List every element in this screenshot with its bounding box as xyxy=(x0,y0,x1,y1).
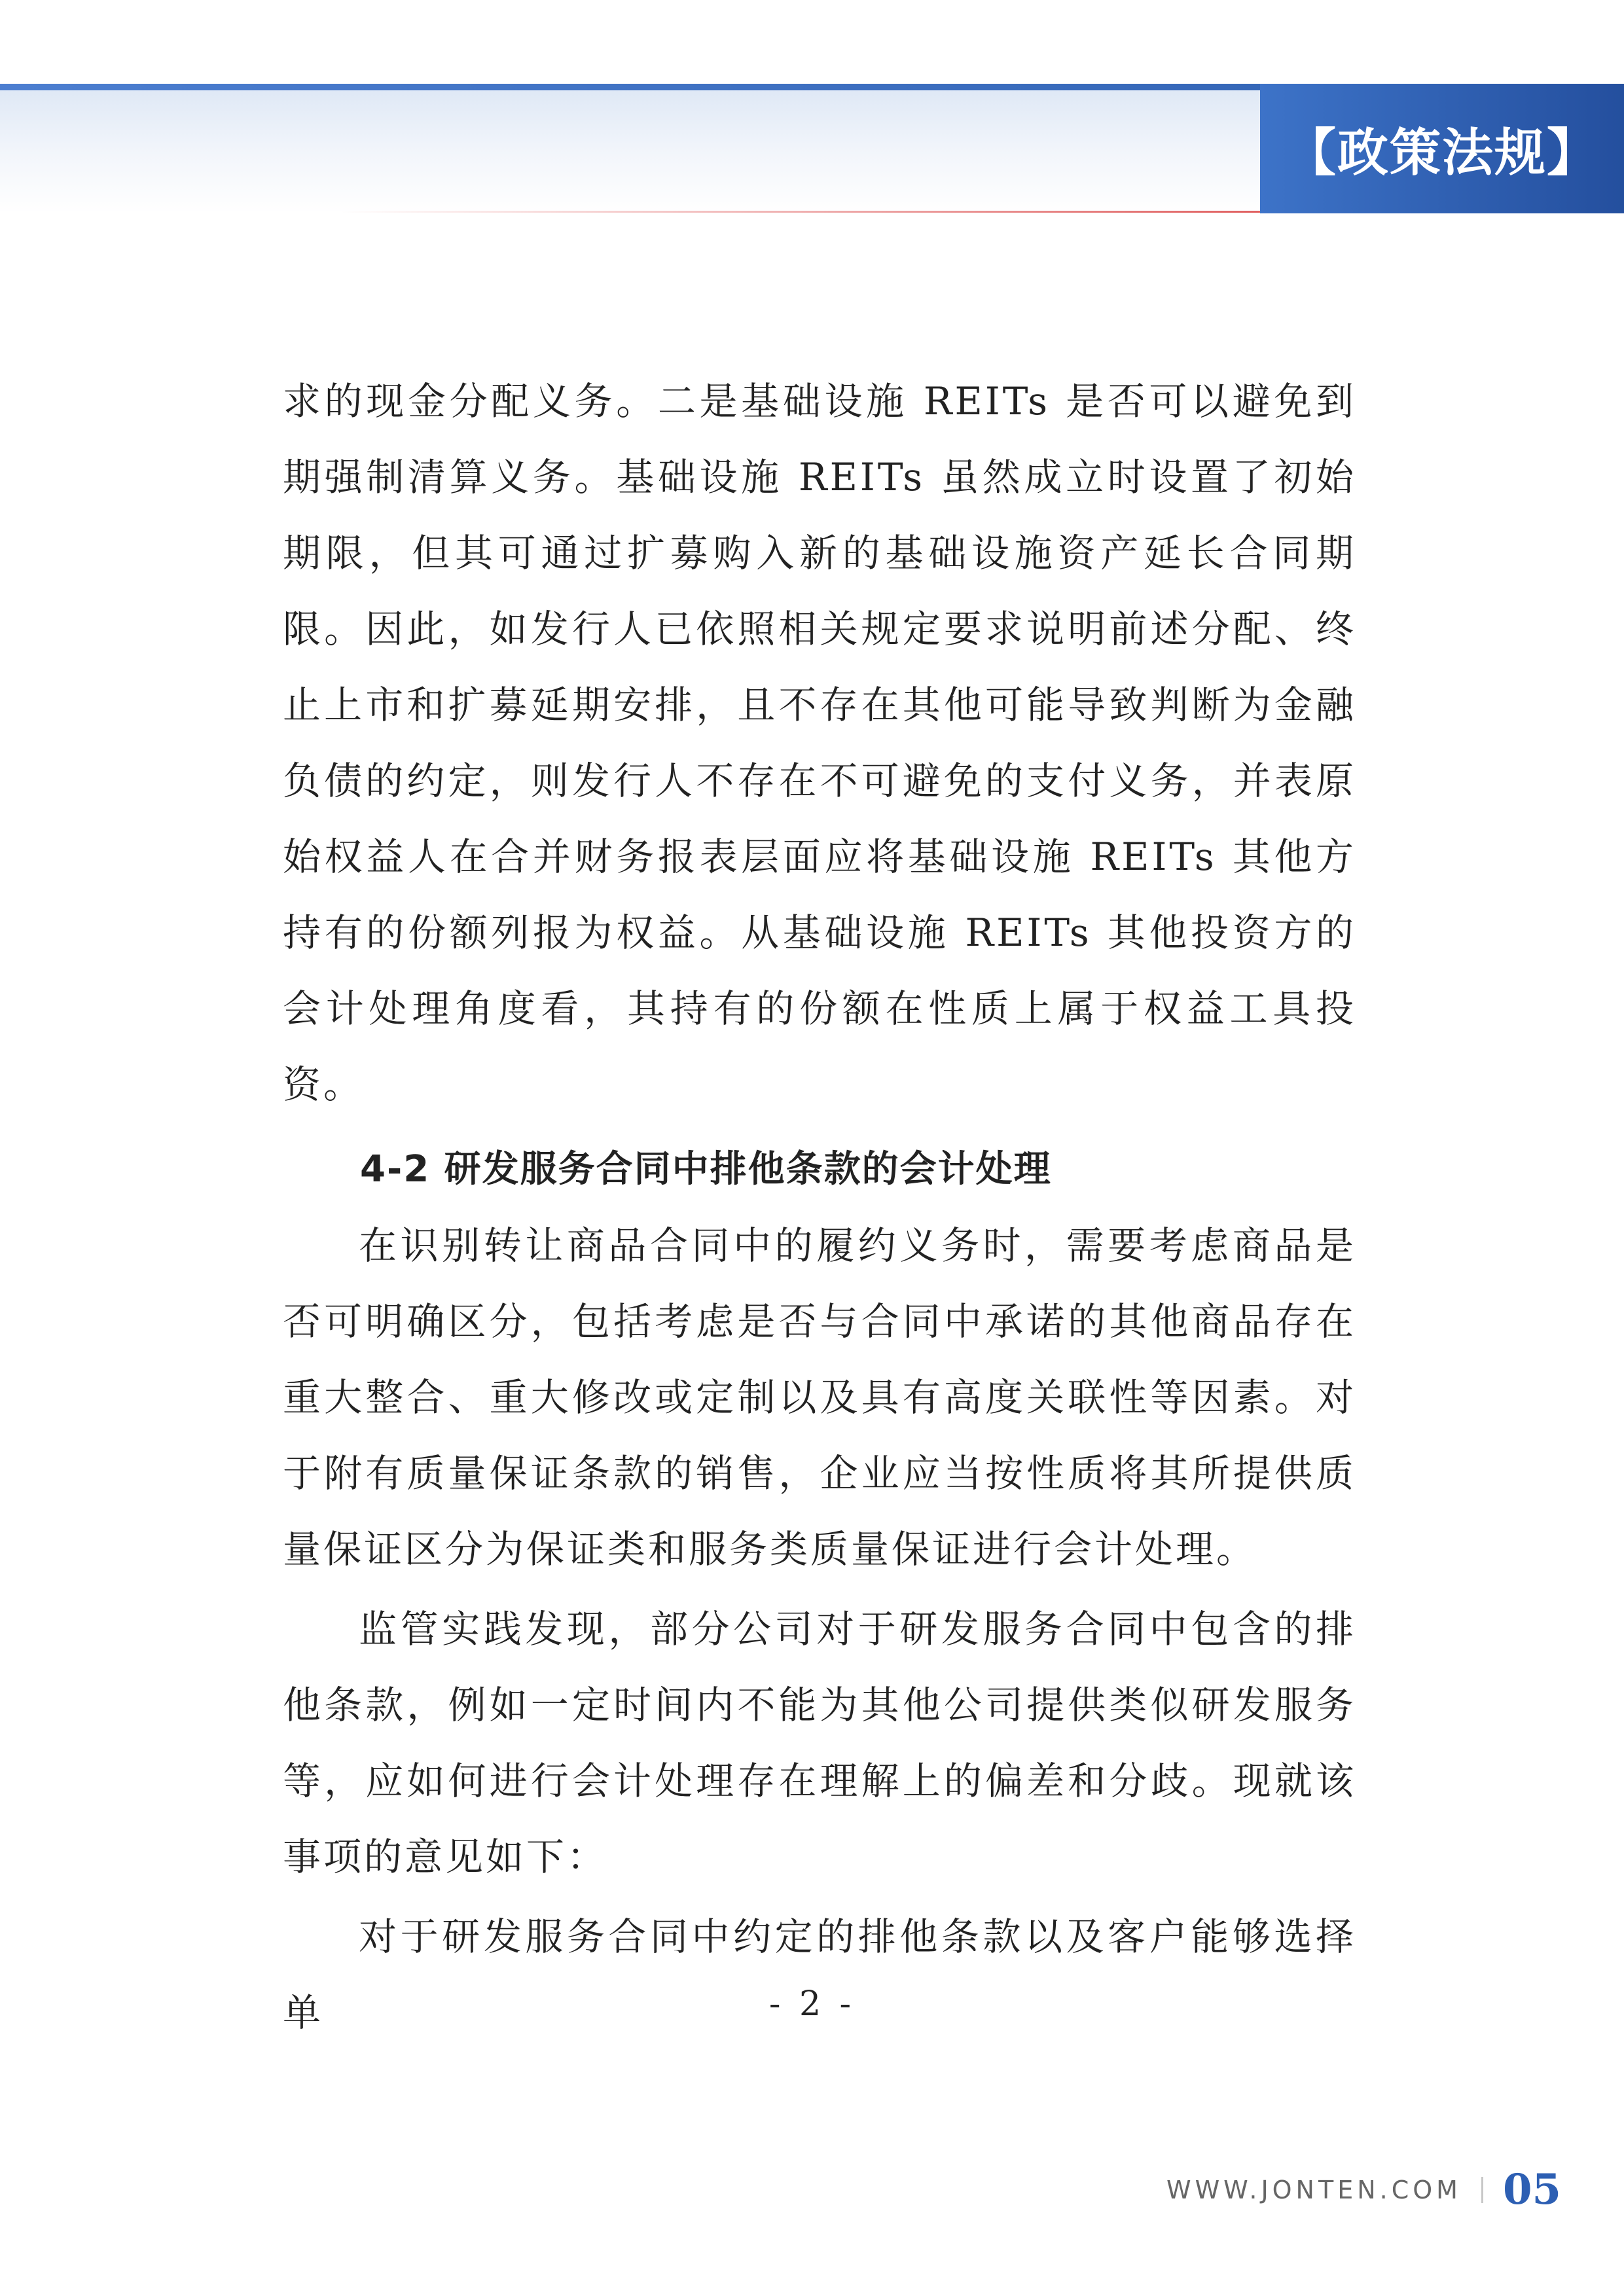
header-divider-line xyxy=(340,211,1260,213)
page-number: - 2 - xyxy=(768,1984,856,2024)
article-body xyxy=(283,363,1356,2051)
paragraph-2: 在识别转让商品合同中的履约义务时，需要考虑商品是否可明确区分，包括考虑是否与合同中承诺的其他商品存在重大整合、重大修改或定制以及具有高度关联性等因素。对于附有质量保证条款的销售，企业应当按性质将其所提供质量保证区分为保证类和服务类质量保证进行会计处理。 xyxy=(283,1223,1356,1571)
footer xyxy=(1166,2165,1561,2214)
header-accent-line xyxy=(0,84,1260,90)
header-band xyxy=(0,84,1260,213)
paragraph-4: 对于研发服务合同中约定的排他条款以及客户能够选择单 xyxy=(283,1914,1356,2035)
section-tag: 【政策法规】 xyxy=(1260,84,1624,213)
footer-page-number: 05 xyxy=(1502,2165,1561,2214)
paragraph-1: 求的现金分配义务。二是基础设施 REITs 是否可以避免到期强制清算义务。基础设施 REITs 虽然成立时设置了初始期限，但其可通过扩募购入新的基础设施资产延长合同期限。因此，如发行人已依照相关规定要求说明前述分配、终止上市和扩募延期安排，且不存在其他可能导致判断为金融负债的约定，则发行人不存在不可避免的支付义务，并表原始权益人在合并财务报表层面应将基础设施 REITs 其他方持有的份额列报为权益。从基础设施 REITs 其他投资方的会计处理角度看，其持有的份额在性质上属于权益工具投资。 xyxy=(283,379,1356,1107)
section-heading: 4-2 研发服务合同中排他条款的会计处理 xyxy=(360,1148,1052,1191)
paragraph-3: 监管实践发现，部分公司对于研发服务合同中包含的排他条款，例如一定时间内不能为其他公司提供类似研发服务等，应如何进行会计处理存在理解上的偏差和分歧。现就该事项的意见如下： xyxy=(283,1607,1356,1879)
website-url: WWW.JONTEN.COM xyxy=(1166,2175,1462,2204)
footer-separator xyxy=(1481,2177,1483,2203)
